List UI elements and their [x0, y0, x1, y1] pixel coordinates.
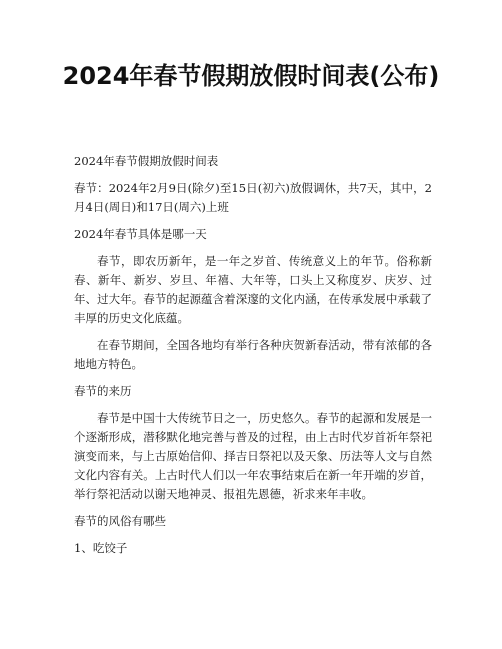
origin-paragraph: 春节是中国十大传统节日之一，历史悠久。春节的起源和发展是一个逐渐形成，潜移默化地完善与普及的过程，由上古时代岁首祈年祭祀演变而来，与上古原始信仰、择吉日祭祀以及天象、历法等人文与自然文化内容有关。上古时代人们以一年农事结束后在新一年开端的岁首，举行祭祀活动以谢天地神灵、报祖先恩德，祈求来年丰收。	[74, 411, 432, 501]
subtitle-paragraph: 2024年春节假期放假时间表	[74, 154, 219, 168]
document-body	[74, 152, 432, 566]
celebration-activities-paragraph: 在春节期间，全国各地均有举行各种庆贺新春活动，带有浓郁的各地地方特色。	[74, 338, 432, 371]
document-title: 2024年春节假期放假时间表(公布)	[62, 62, 440, 90]
section-heading-customs: 春节的风俗有哪些	[74, 514, 166, 528]
customs-list-item-1: 1、吃饺子	[74, 541, 128, 555]
holiday-dates-paragraph: 春节：2024年2月9日(除夕)至15日(初六)放假调休，共7天，其中，2月4日(周日)和17日(周六)上班	[74, 181, 432, 214]
section-heading-which-day: 2024年春节具体是哪一天	[74, 227, 207, 241]
spring-festival-intro-paragraph: 春节，即农历新年，是一年之岁首、传统意义上的年节。俗称新春、新年、新岁、岁旦、年禧、大年等，口头上又称度岁、庆岁、过年、过大年。春节的起源蕴含着深邃的文化内涵，在传承发展中承载了丰厚的历史文化底蕴。	[74, 254, 432, 325]
section-heading-origin: 春节的来历	[74, 384, 132, 398]
